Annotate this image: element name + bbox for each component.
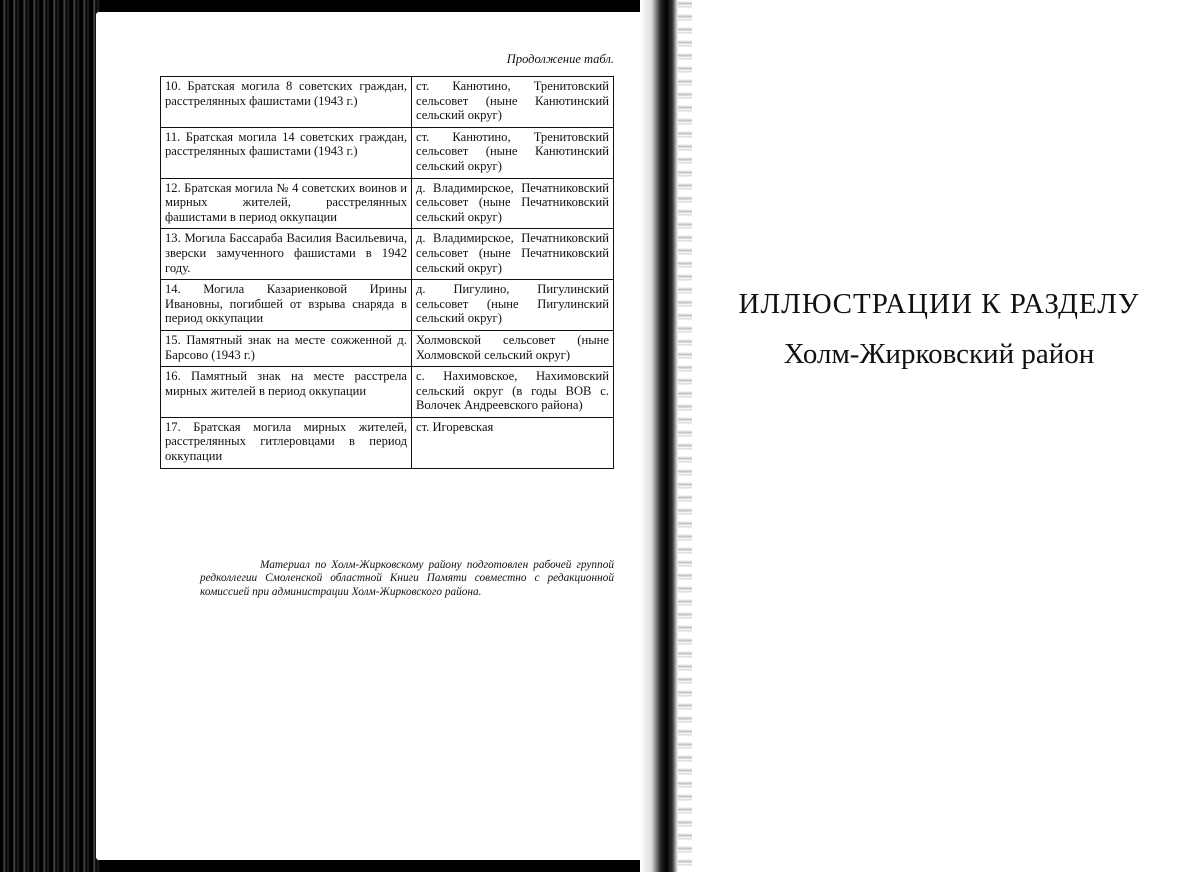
footnote: Материал по Холм-Жирковскому району подготовлен рабочей группой редколлегии Смоленской областной Книги Памяти совместно с редакционной комиссией при администрации Холм-Жирковского района. xyxy=(200,559,614,598)
book-edge-left xyxy=(0,0,100,872)
object-cell: 15. Памятный знак на месте сожженной д. Барсово (1943 г.) xyxy=(161,330,412,366)
location-cell: с. Нахимовское, Нахимовский сельский округ (в годы ВОВ с. Волочек Андреевского района) xyxy=(412,367,614,418)
location-cell: ст. Канютино, Тренитовский сельсовет (ныне Канютинский сельский округ) xyxy=(412,127,614,178)
left-page xyxy=(96,12,666,860)
table-row xyxy=(161,229,614,280)
object-cell: 10. Братская могила 8 советских граждан, расстрелянных фашистами (1943 г.) xyxy=(161,77,412,128)
object-cell: 12. Братская могила № 4 советских воинов и мирных жителей, расстрелянных фашистами в период оккупации xyxy=(161,178,412,229)
table-row xyxy=(161,417,614,468)
location-cell: ст. Канютино, Тренитовский сельсовет (ныне Канютинский сельский округ) xyxy=(412,77,614,128)
right-page xyxy=(678,0,1200,872)
table-caption: Продолжение табл. xyxy=(506,52,614,66)
table-row xyxy=(161,77,614,128)
object-cell: 13. Могила Бассараба Василия Васильевича, зверски замученного фашистами в 1942 году. xyxy=(161,229,412,280)
location-cell: ст. Игоревская xyxy=(412,417,614,468)
section-subtitle: Холм-Жирковский район xyxy=(783,338,1095,370)
table-row xyxy=(161,178,614,229)
object-cell: 17. Братская могила мирных жителей, расстрелянных гитлеровцами в период оккупации xyxy=(161,417,412,468)
book-spine xyxy=(640,0,678,872)
memorials-table xyxy=(160,76,614,469)
table-row xyxy=(161,127,614,178)
location-cell: д. Владимирское, Печатниковский сельсовет (ныне Печатниковский сельский округ) xyxy=(412,178,614,229)
object-cell: 14. Могила Казариенковой Ирины Ивановны, погибшей от взрыва снаряда в период оккупации xyxy=(161,280,412,331)
scan-noise xyxy=(678,0,692,872)
table-row xyxy=(161,367,614,418)
object-cell: 16. Памятный знак на месте расстрела мирных жителей в период оккупации xyxy=(161,367,412,418)
table-row xyxy=(161,330,614,366)
location-cell: д. Пигулино, Пигулинский сельсовет (ныне Пигулинский сельский округ) xyxy=(412,280,614,331)
location-cell: Холмовской сельсовет (ныне Холмовской сельский округ) xyxy=(412,330,614,366)
table-row xyxy=(161,280,614,331)
location-cell: д. Владимирское, Печатниковский сельсовет (ныне Печатниковский сельский округ) xyxy=(412,229,614,280)
section-title: ИЛЛЮСТРАЦИИ К РАЗДЕЛУ xyxy=(738,288,1140,320)
object-cell: 11. Братская могила 14 советских граждан, расстрелянных фашистами (1943 г.) xyxy=(161,127,412,178)
